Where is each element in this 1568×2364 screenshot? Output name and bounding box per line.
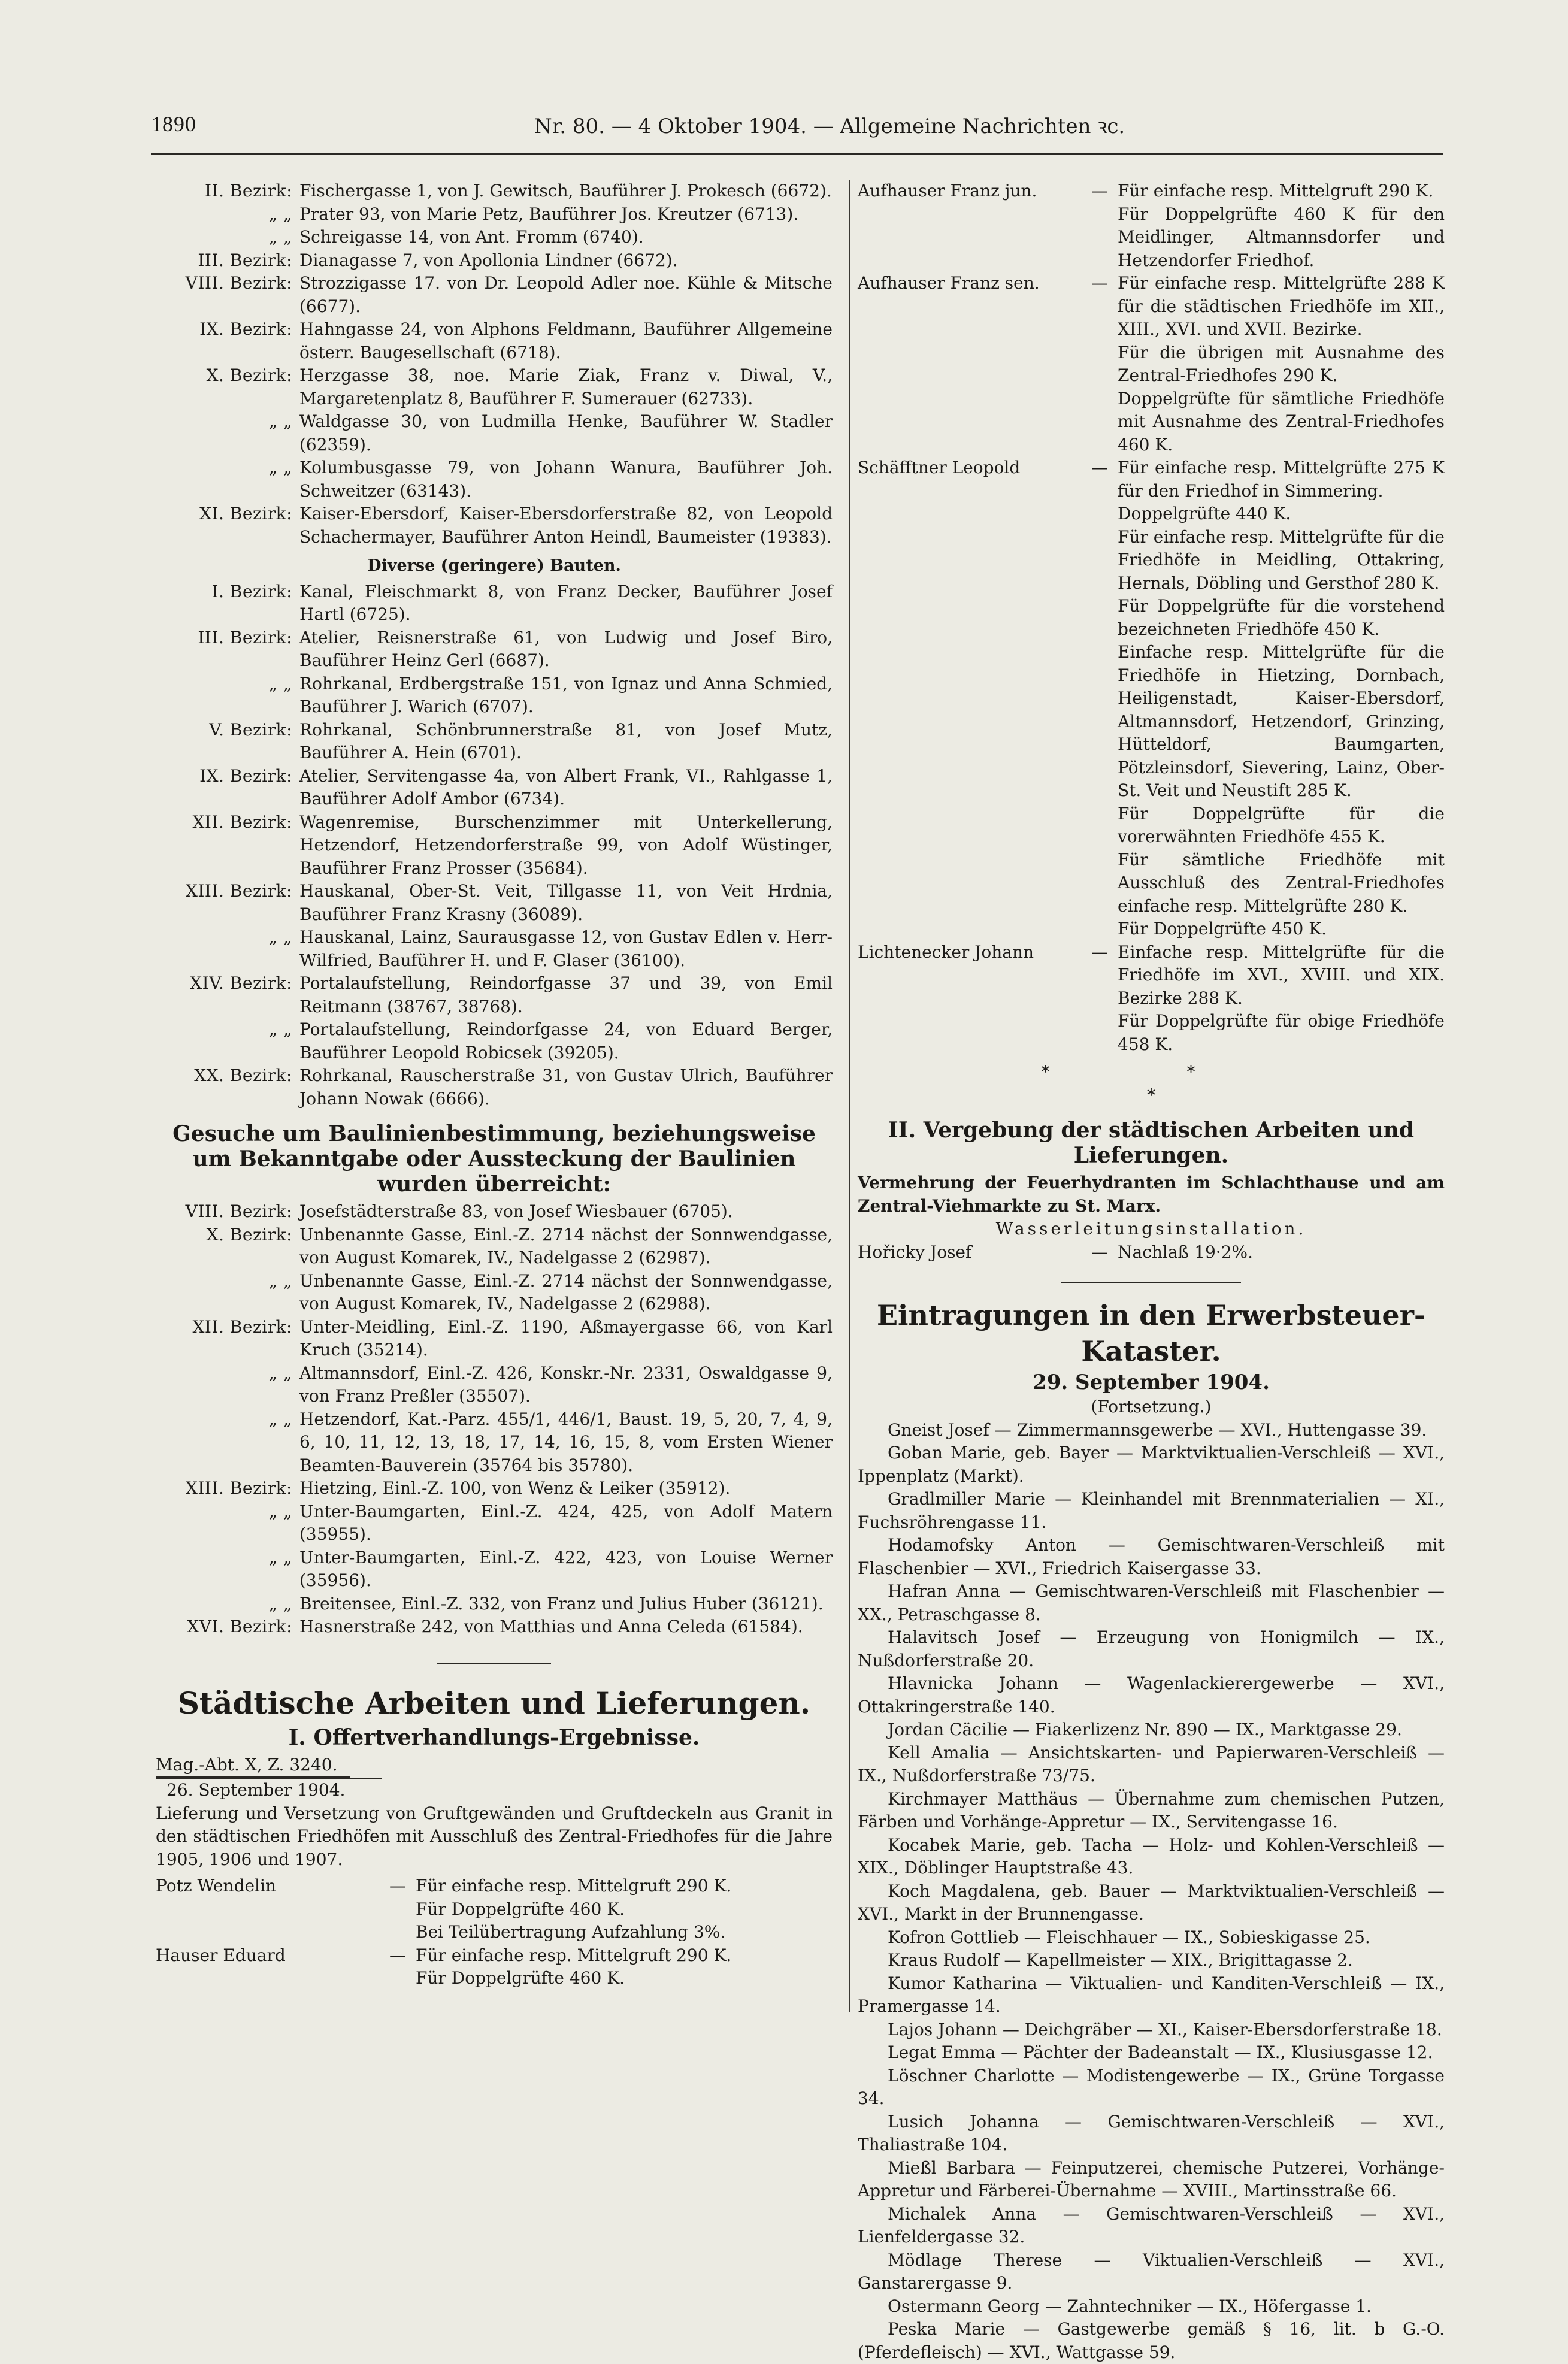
entry-label: VIII. Bezirk:: [156, 272, 299, 318]
diverse-heading: Diverse (geringere) Bauten.: [156, 555, 833, 578]
page-number: 1890: [151, 111, 196, 137]
bid-row: [858, 180, 1445, 203]
bid-line: Für Doppelgrüfte 460 K für den Meidlinger, Altmannsdorfer und Hetzendorfer Friedhof.: [858, 203, 1445, 273]
entry-label: X. Bezirk:: [156, 1224, 299, 1270]
kataster-entry: Halavitsch Josef — Erzeugung von Honigmilch — IX., Nußdorferstraße 20.: [858, 1626, 1445, 1672]
kataster-entry: Peska Marie — Gastgewerbe gemäß § 16, lit. b G.-O. (Pferdefleisch) — XVI., Wattgasse 59.: [858, 2318, 1445, 2364]
entry-label: XIII. Bezirk:: [156, 880, 299, 926]
entry-label: XIII. Bezirk:: [156, 1477, 299, 1500]
entry-text: Dianagasse 7, von Apollonia Lindner (6672).: [299, 249, 833, 273]
kataster-entry: Kell Amalia — Ansichtskarten- und Papierwaren-Verschleiß — IX., Nußdorferstraße 73/75.: [858, 1742, 1445, 1788]
bid-line: Für Doppelgrüfte für die vorstehend bezeichneten Friedhöfe 450 K.: [858, 595, 1445, 641]
entry-text: Hahngasse 24, von Alphons Feldmann, Bauführer Allgemeine österr. Baugesellschaft (6718).: [299, 318, 833, 364]
page-header: [151, 111, 1445, 140]
bezirk-entry: [156, 1500, 833, 1546]
stars-top: * *: [858, 1061, 1445, 1084]
entry-text: Herzgasse 38, noe. Marie Ziak, Franz v. Diwal, V., Margaretenplatz 8, Bauführer F. Sumerauer (62733).: [299, 364, 833, 410]
bezirk-entry: [156, 456, 833, 503]
bid-row: [156, 1944, 833, 1968]
bid-line: Für einfache resp. Mittelgruft 290 K.: [416, 1944, 833, 1968]
kataster-entry: Hlavnicka Johann — Wagenlackierergewerbe — XVI., Ottakringerstraße 140.: [858, 1672, 1445, 1718]
entry-text: Waldgasse 30, von Ludmilla Henke, Bauführer W. Stadler (62359).: [299, 410, 833, 456]
bid-line: Für Doppelgrüfte 460 K.: [156, 1967, 833, 1990]
entry-label: „ „: [156, 1546, 299, 1593]
bid-line: Doppelgrüfte 440 K.: [858, 503, 1445, 526]
wasserleitung-label: Wasserleitungsinstallation.: [858, 1218, 1445, 1241]
bezirk-entry: [156, 972, 833, 1018]
kataster-entry: Legat Emma — Pächter der Badeanstalt — IX., Klusiusgasse 12.: [858, 2041, 1445, 2065]
mag-abt: Mag.-Abt. X, Z. 3240.: [156, 1754, 350, 1778]
vergebung-heading: II. Vergebung der städtischen Arbeiten und Lieferungen.: [858, 1118, 1445, 1168]
entry-text: Hietzing, Einl.-Z. 100, von Wenz & Leiker (35912).: [299, 1477, 833, 1500]
entry-text: Portalaufstellung, Reindorfgasse 37 und 39, von Emil Reitmann (38767, 38768).: [299, 972, 833, 1018]
entry-text: Fischergasse 1, von J. Gewitsch, Bauführer J. Prokesch (6672).: [299, 180, 833, 203]
bid-line: Für einfache resp. Mittelgrüfte für die Friedhöfe in Meidling, Ottakring, Hernals, Döbling und Gersthof 280 K.: [858, 526, 1445, 595]
bezirk-entry: [156, 226, 833, 249]
bezirk-entry: [156, 1064, 833, 1110]
diverse-list: [156, 580, 833, 1111]
entry-label: XII. Bezirk:: [156, 811, 299, 880]
kataster-entry: Gradlmiller Marie — Kleinhandel mit Brennmaterialien — XI., Fuchsröhrengasse 11.: [858, 1488, 1445, 1534]
kataster-entry: Lajos Johann — Deichgräber — XI., Kaiser-Ebersdorferstraße 18.: [858, 2018, 1445, 2042]
entry-label: „ „: [156, 673, 299, 719]
entry-text: Atelier, Servitengasse 4a, von Albert Frank, VI., Rahlgasse 1, Bauführer Adolf Ambor (6734).: [299, 765, 833, 811]
entry-label: „ „: [156, 1018, 299, 1064]
entry-text: Unter-Baumgarten, Einl.-Z. 422, 423, von Louise Werner (35956).: [299, 1546, 833, 1593]
bid-dash: —: [1091, 272, 1118, 341]
entry-label: III. Bezirk:: [156, 249, 299, 273]
entry-text: Kolumbusgasse 79, von Johann Wanura, Bauführer Joh. Schweitzer (63143).: [299, 456, 833, 503]
bezirk-entry: [156, 765, 833, 811]
bidder-name: Lichtenecker Johann: [858, 941, 1091, 1010]
bezirk-entry: [156, 880, 833, 926]
entry-label: III. Bezirk:: [156, 626, 299, 673]
left-bids: [156, 1875, 833, 1990]
entry-label: „ „: [156, 926, 299, 972]
entry-text: Hauskanal, Lainz, Saurausgasse 12, von Gustav Edlen v. Herr-Wilfried, Bauführer H. und F. Glaser (36100).: [299, 926, 833, 972]
entry-label: „ „: [156, 1500, 299, 1546]
vermehrung-text: Vermehrung der Feuerhydranten im Schlachthause und am Zentral-Viehmarkte zu St. Marx.: [858, 1172, 1445, 1218]
entry-text: Rohrkanal, Schönbrunnerstraße 81, von Josef Mutz, Bauführer A. Hein (6701).: [299, 719, 833, 765]
kataster-entry: Kofron Gottlieb — Fleischhauer — IX., Sobieskigasse 25.: [858, 1926, 1445, 1950]
section-divider: [437, 1663, 551, 1664]
bid-dash: —: [1091, 180, 1118, 203]
entry-label: V. Bezirk:: [156, 719, 299, 765]
kataster-entry: Goban Marie, geb. Bayer — Marktviktualien-Verschleiß — XVI., Ippenplatz (Markt).: [858, 1442, 1445, 1488]
bid-row: [156, 1875, 833, 1898]
entry-text: Portalaufstellung, Reindorfgasse 24, von Eduard Berger, Bauführer Leopold Robicsek (39205).: [299, 1018, 833, 1064]
bid-row: [858, 272, 1445, 341]
column-separator: [849, 180, 850, 2012]
entry-text: Prater 93, von Marie Petz, Bauführer Jos. Kreutzer (6713).: [299, 203, 833, 226]
entry-text: Hetzendorf, Kat.-Parz. 455/1, 446/1, Baust. 19, 5, 20, 7, 4, 9, 6, 10, 11, 12, 13, 18, 17, 14, 16, 15, 8, vom Ersten Wiener Beamten-Bauverein (35764 bis 35780).: [299, 1408, 833, 1478]
entry-text: Kanal, Fleischmarkt 8, von Franz Decker, Bauführer Josef Hartl (6725).: [299, 580, 833, 626]
bezirk-entry: [156, 503, 833, 549]
left-column: [156, 180, 833, 1990]
bezirk-entry: [156, 410, 833, 456]
kataster-entry: Mießl Barbara — Feinputzerei, chemische Putzerei, Vorhänge-Appretur und Färberei-Übernahme — XVIII., Martinsstraße 66.: [858, 2157, 1445, 2203]
kataster-entry: Hodamofsky Anton — Gemischtwaren-Verschleiß mit Flaschenbier — XVI., Friedrich Kaisergasse 33.: [858, 1534, 1445, 1580]
bezirk-entry: [156, 626, 833, 673]
bid-line: Für Doppelgrüfte für die vorerwähnten Friedhöfe 455 K.: [858, 803, 1445, 849]
bid-line: Für einfache resp. Mittelgrüfte 275 K für den Friedhof in Simmering.: [1118, 456, 1445, 503]
entry-text: Hauskanal, Ober-St. Veit, Tillgasse 11, von Veit Hrdnia, Bauführer Franz Krasny (36089).: [299, 880, 833, 926]
entry-label: „ „: [156, 226, 299, 249]
right-column: [858, 180, 1445, 2364]
bezirk-entry: [156, 1362, 833, 1408]
bezirk-entry: [156, 249, 833, 273]
kataster-entry: Kirchmayer Matthäus — Übernahme zum chemischen Putzen, Färben und Vorhänge-Appretur — IX., Servitengasse 16.: [858, 1788, 1445, 1834]
entry-text: Wagenremise, Burschenzimmer mit Unterkellerung, Hetzendorf, Hetzendorferstraße 99, von Adolf Wüstinger, Bauführer Franz Prosser (35684).: [299, 811, 833, 880]
entry-text: Unbenannte Gasse, Einl.-Z. 2714 nächst der Sonnwendgasse, von August Komarek, IV., Nadelgasse 2 (62987).: [299, 1224, 833, 1270]
bezirk-entry: [156, 811, 833, 880]
kataster-heading: Eintragungen in den Erwerbsteuer-Kataster.: [858, 1297, 1445, 1369]
entry-text: Breitensee, Einl.-Z. 332, von Franz und Julius Huber (36121).: [299, 1593, 833, 1616]
bid-line: Für einfache resp. Mittelgrüfte 288 K für die städtischen Friedhöfe im XII., XIII., XVI. und XVII. Bezirke.: [1118, 272, 1445, 341]
bezirk-entry: [156, 673, 833, 719]
entry-label: „ „: [156, 456, 299, 503]
kataster-entry: Lusich Johanna — Gemischtwaren-Verschleiß — XVI., Thaliastraße 104.: [858, 2111, 1445, 2157]
entry-label: „ „: [156, 203, 299, 226]
entry-label: „ „: [156, 1593, 299, 1616]
entry-text: Unbenannte Gasse, Einl.-Z. 2714 nächst der Sonnwendgasse, von August Komarek, IV., Nadelgasse 2 (62988).: [299, 1270, 833, 1316]
bezirk-entry: [156, 180, 833, 203]
fortsetzung-label: (Fortsetzung.): [858, 1396, 1445, 1419]
bid-row: [858, 456, 1445, 503]
header-rule: [151, 153, 1443, 155]
bid-line: Für Doppelgrüfte 460 K.: [156, 1898, 833, 1921]
award-row: Hořicky Josef — Nachlaß 19·2%.: [858, 1241, 1445, 1264]
bid-line: Für Doppelgrüfte 450 K.: [858, 918, 1445, 941]
kataster-entry: Kumor Katharina — Viktualien- und Kanditen-Verschleiß — IX., Pramergasse 14.: [858, 1972, 1445, 2018]
bidder-name: Hauser Eduard: [156, 1944, 389, 1968]
entry-label: II. Bezirk:: [156, 180, 299, 203]
bid-dash: —: [389, 1875, 416, 1898]
bezirk-entry: [156, 1224, 833, 1270]
kataster-divider: [1061, 1282, 1241, 1283]
entry-label: „ „: [156, 1408, 299, 1478]
entry-label: XII. Bezirk:: [156, 1316, 299, 1362]
lieferung-text: Lieferung und Versetzung von Gruftgewänden und Gruftdeckeln aus Granit in den städtischen Friedhöfen mit Ausschluß des Zentral-Friedhofes für die Jahre 1905, 1906 und 1907.: [156, 1802, 833, 1872]
entry-text: Atelier, Reisnerstraße 61, von Ludwig und Josef Biro, Bauführer Heinz Gerl (6687).: [299, 626, 833, 673]
entry-text: Strozzigasse 17. von Dr. Leopold Adler noe. Kühle & Mitsche (6677).: [299, 272, 833, 318]
star-bottom: *: [858, 1084, 1445, 1107]
bezirk-entry: [156, 1593, 833, 1616]
bezirk-entry: [156, 1018, 833, 1064]
entry-label: „ „: [156, 1270, 299, 1316]
kataster-list: [858, 1419, 1445, 2364]
entry-text: Rohrkanal, Rauscherstraße 31, von Gustav Ulrich, Bauführer Johann Nowak (6666).: [299, 1064, 833, 1110]
right-bids: [858, 180, 1445, 1056]
bezirk-entry: [156, 1408, 833, 1478]
kataster-entry: Michalek Anna — Gemischtwaren-Verschleiß — XVI., Lienfeldergasse 32.: [858, 2203, 1445, 2249]
bid-row: [858, 941, 1445, 1010]
bid-line: Einfache resp. Mittelgrüfte für die Friedhöfe im XVI., XVIII. und XIX. Bezirke 288 K.: [1118, 941, 1445, 1010]
bidder-name: Potz Wendelin: [156, 1875, 389, 1898]
bid-line: Einfache resp. Mittelgrüfte für die Friedhöfe in Hietzing, Dornbach, Heiligenstadt, Kaiser-Ebersdorf, Altmannsdorf, Hetzendorf, Grinzing, Hütteldorf, Baumgarten, Pötzleinsdorf, Sievering, Lainz, Ober-St. Veit und Neustift 285 K.: [858, 641, 1445, 803]
entry-label: XX. Bezirk:: [156, 1064, 299, 1110]
bezirk-entry: [156, 318, 833, 364]
entry-label: X. Bezirk:: [156, 364, 299, 410]
entry-text: Kaiser-Ebersdorf, Kaiser-Ebersdorferstraße 82, von Leopold Schachermayer, Bauführer Anton Heindl, Baumeister (19383).: [299, 503, 833, 549]
bid-dash: —: [1091, 941, 1118, 1010]
kataster-entry: Jordan Cäcilie — Fiakerlizenz Nr. 890 — IX., Marktgasse 29.: [858, 1718, 1445, 1742]
bezirk-entry: [156, 1546, 833, 1593]
entry-label: IX. Bezirk:: [156, 318, 299, 364]
bid-line: Für die übrigen mit Ausnahme des Zentral-Friedhofes 290 K.: [858, 341, 1445, 388]
entry-text: Unter-Meidling, Einl.-Z. 1190, Aßmayergasse 66, von Karl Kruch (35214).: [299, 1316, 833, 1362]
bezirk-entry: [156, 719, 833, 765]
bidder-name: Aufhauser Franz jun.: [858, 180, 1091, 203]
issue-title: Nr. 80. — 4 Oktober 1904. — Allgemeine Nachrichten ꝛc.: [534, 111, 1125, 139]
entry-text: Altmannsdorf, Einl.-Z. 426, Konskr.-Nr. 2331, Oswaldgasse 9, von Franz Preßler (35507).: [299, 1362, 833, 1408]
bezirk-list: [156, 180, 833, 549]
entry-text: Unter-Baumgarten, Einl.-Z. 424, 425, von Adolf Matern (35955).: [299, 1500, 833, 1546]
entry-label: IX. Bezirk:: [156, 765, 299, 811]
bid-dash: —: [389, 1944, 416, 1968]
kataster-entry: Koch Magdalena, geb. Bauer — Marktviktualien-Verschleiß — XVI., Markt in der Brunnengasse.: [858, 1880, 1445, 1926]
bezirk-entry: [156, 203, 833, 226]
entry-text: Hasnerstraße 242, von Matthias und Anna Celeda (61584).: [299, 1615, 833, 1639]
gesuche-heading: Gesuche um Baulinienbestimmung, beziehungsweise um Bekanntgabe oder Aussteckung der Baulinien wurden überreicht:: [156, 1121, 833, 1197]
bezirk-entry: [156, 926, 833, 972]
bid-line: Doppelgrüfte für sämtliche Friedhöfe mit Ausnahme des Zentral-Friedhofes 460 K.: [858, 388, 1445, 457]
award-text: Nachlaß 19·2%.: [1118, 1241, 1445, 1264]
bid-line: Bei Teilübertragung Aufzahlung 3%.: [156, 1921, 833, 1944]
entry-label: I. Bezirk:: [156, 580, 299, 626]
kataster-entry: Mödlage Therese — Viktualien-Verschleiß — XVI., Ganstarergasse 9.: [858, 2249, 1445, 2295]
entry-label: XVI. Bezirk:: [156, 1615, 299, 1639]
bid-dash: —: [1091, 456, 1118, 503]
bidder-name: Schäfftner Leopold: [858, 456, 1091, 503]
staedtische-heading: Städtische Arbeiten und Lieferungen.: [156, 1685, 833, 1721]
bezirk-entry: [156, 1200, 833, 1224]
entry-text: Schreigasse 14, von Ant. Fromm (6740).: [299, 226, 833, 249]
offert-heading: I. Offertverhandlungs-Ergebnisse.: [156, 1725, 833, 1750]
bezirk-entry: [156, 1615, 833, 1639]
gesuche-list: [156, 1200, 833, 1639]
date-line: 26. September 1904.: [156, 1778, 382, 1802]
entry-label: XIV. Bezirk:: [156, 972, 299, 1018]
kataster-date: 29. September 1904.: [858, 1369, 1445, 1396]
kataster-entry: Ostermann Georg — Zahntechniker — IX., Höfergasse 1.: [858, 2295, 1445, 2318]
kataster-entry: Kraus Rudolf — Kapellmeister — XIX., Brigittagasse 2.: [858, 1949, 1445, 1972]
kataster-entry: Gneist Josef — Zimmermannsgewerbe — XVI., Huttengasse 39.: [858, 1419, 1445, 1442]
bezirk-entry: [156, 272, 833, 318]
entry-label: „ „: [156, 410, 299, 456]
kataster-entry: Hafran Anna — Gemischtwaren-Verschleiß mit Flaschenbier — XX., Petraschgasse 8.: [858, 1580, 1445, 1626]
entry-label: XI. Bezirk:: [156, 503, 299, 549]
award-name: Hořicky Josef: [858, 1241, 1091, 1264]
bid-line: Für einfache resp. Mittelgruft 290 K.: [1118, 180, 1445, 203]
entry-label: „ „: [156, 1362, 299, 1408]
kataster-entry: Löschner Charlotte — Modistengewerbe — IX., Grüne Torgasse 34.: [858, 2065, 1445, 2111]
entry-text: Josefstädterstraße 83, von Josef Wiesbauer (6705).: [299, 1200, 833, 1224]
kataster-entry: Kocabek Marie, geb. Tacha — Holz- und Kohlen-Verschleiß — XIX., Döblinger Hauptstraße 43.: [858, 1834, 1445, 1880]
bezirk-entry: [156, 580, 833, 626]
bid-line: Für sämtliche Friedhöfe mit Ausschluß des Zentral-Friedhofes einfache resp. Mittelgrüfte 280 K.: [858, 849, 1445, 918]
bezirk-entry: [156, 364, 833, 410]
bid-line: Für einfache resp. Mittelgruft 290 K.: [416, 1875, 833, 1898]
bidder-name: Aufhauser Franz sen.: [858, 272, 1091, 341]
bid-line: Für Doppelgrüfte für obige Friedhöfe 458 K.: [858, 1010, 1445, 1056]
bezirk-entry: [156, 1316, 833, 1362]
entry-label: VIII. Bezirk:: [156, 1200, 299, 1224]
entry-text: Rohrkanal, Erdbergstraße 151, von Ignaz und Anna Schmied, Bauführer J. Warich (6707).: [299, 673, 833, 719]
bezirk-entry: [156, 1477, 833, 1500]
bezirk-entry: [156, 1270, 833, 1316]
